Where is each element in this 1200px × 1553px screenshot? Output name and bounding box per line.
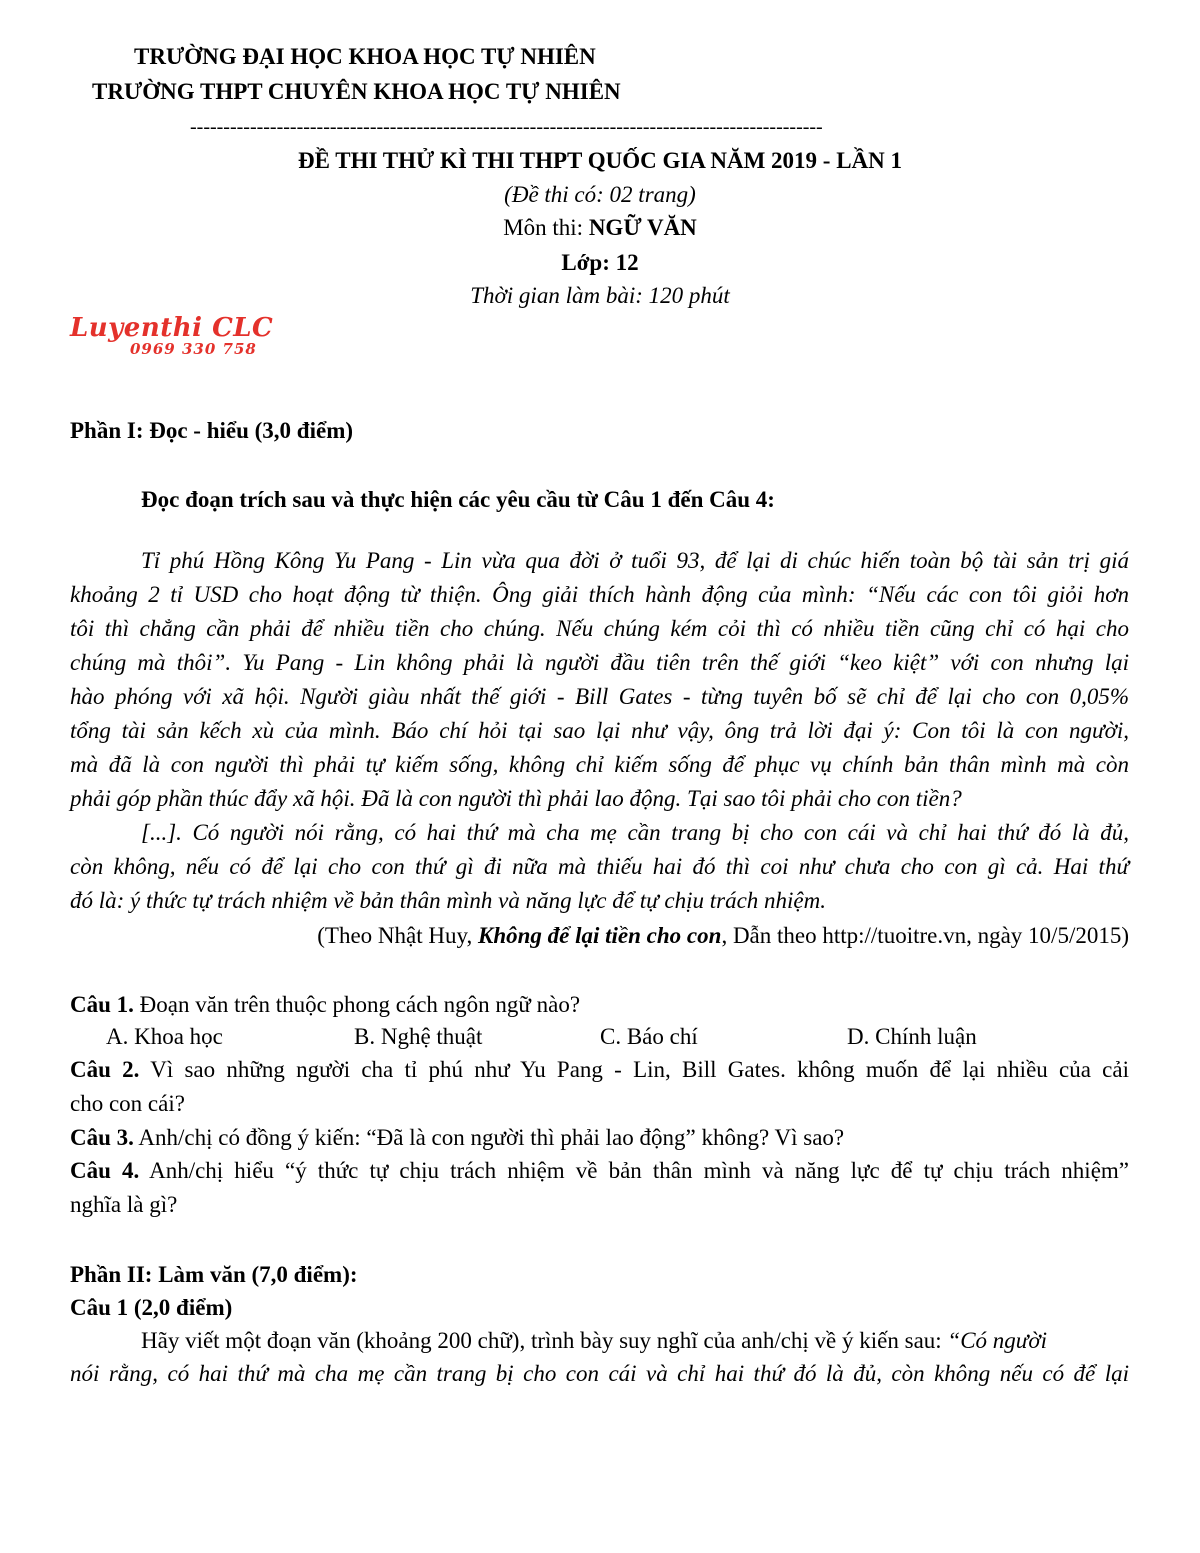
passage-line: chúng mà thôi”. Yu Pang - Lin không phải là người đầu tiên trên thế giới “keo kiệt” với con nhưng lại <box>70 650 1129 675</box>
option-c: C. Báo chí <box>600 1024 698 1049</box>
question-3-label: Câu 3. <box>70 1125 134 1150</box>
passage-line: Tỉ phú Hồng Kông Yu Pang - Lin vừa qua đời ở tuổi 93, để lại di chúc hiến toàn bộ tài sản trị giá <box>141 548 1129 573</box>
question-1-text: Đoạn văn trên thuộc phong cách ngôn ngữ nào? <box>133 992 581 1017</box>
option-a: A. Khoa học <box>106 1024 223 1049</box>
passage-line: khoảng 2 tỉ USD cho hoạt động từ thiện. Ông giải thích hành động của mình: “Nếu các con tôi giỏi hơn <box>70 582 1129 607</box>
passage-line: mà đã là con người thì phải tự kiếm sống, không chỉ kiếm sống để phục vụ chính bản thân mình mà còn <box>70 752 1129 777</box>
subject-prefix: Môn thi: <box>503 215 589 240</box>
duration-line: Thời gian làm bài: 120 phút <box>470 283 730 308</box>
question-1 <box>70 989 580 1020</box>
question-3 <box>70 1122 844 1153</box>
question-4-text: Anh/chị hiểu “ý thức tự chịu trách nhiệm về bản thân mình và năng lực để tự chịu trách nhiệm” <box>139 1158 1130 1183</box>
part2-q1-quote-start: “Có người <box>947 1328 1048 1353</box>
option-d: D. Chính luận <box>847 1024 977 1049</box>
subject-name: NGỮ VĂN <box>588 215 697 240</box>
part2-q1-line <box>141 1325 1047 1356</box>
part2-q1-heading: Câu 1 (2,0 điểm) <box>70 1295 233 1320</box>
school-name-2: TRƯỜNG THPT CHUYÊN KHOA HỌC TỰ NHIÊN <box>92 79 621 104</box>
part2-heading: Phần II: Làm văn (7,0 điểm): <box>70 1262 358 1287</box>
part1-heading: Phần I: Đọc - hiểu (3,0 điểm) <box>70 418 354 443</box>
source-prefix: (Theo Nhật Huy, <box>317 923 478 948</box>
passage-line: còn không, nếu có để lại cho con thứ gì đi nữa mà thiếu hai đó thì coi như chưa cho con gì cả. Hai thứ <box>70 854 1129 879</box>
pages-note: (Đề thi có: 02 trang) <box>504 182 696 207</box>
question-2 <box>70 1054 1129 1085</box>
option-b: B. Nghệ thuật <box>354 1024 483 1049</box>
part2-q1-quote: nói rằng, có hai thứ mà cha mẹ cần trang bị cho con cái và chỉ hai thứ đó là đủ, còn không nếu có để lại <box>70 1361 1129 1386</box>
watermark-logo: Luyenthi CLC <box>70 313 274 343</box>
passage-source <box>317 920 1129 951</box>
passage-line: tôi thì chẳng cần phải để nhiều tiền cho chúng. Nếu chúng kém cỏi thì có nhiều tiền cũng chỉ có hại cho <box>70 616 1129 641</box>
exam-title: ĐỀ THI THỬ KÌ THI THPT QUỐC GIA NĂM 2019 - LẦN 1 <box>297 148 903 173</box>
question-4 <box>70 1155 1129 1186</box>
passage-line: tổng tài sản kếch xù của mình. Báo chí hỏi tại sao lại như vậy, ông trả lời đại ý: Con tôi là con người, <box>70 718 1129 743</box>
passage-line: đó là: ý thức tự trách nhiệm về bản thân mình và năng lực để tự chịu trách nhiệm. <box>70 888 827 913</box>
part2-q1-text: Hãy viết một đoạn văn (khoảng 200 chữ), trình bày suy nghĩ của anh/chị về ý kiến sau: <box>141 1328 948 1353</box>
grade-line: Lớp: 12 <box>561 250 639 275</box>
question-3-text: Anh/chị có đồng ý kiến: “Đã là con người thì phải lao động” không? Vì sao? <box>133 1125 845 1150</box>
part1-instruction: Đọc đoạn trích sau và thực hiện các yêu cầu từ Câu 1 đến Câu 4: <box>141 487 775 512</box>
passage-line: phải góp phần thúc đẩy xã hội. Đã là con người thì phải lao động. Tại sao tôi phải cho con tiền? <box>70 786 962 811</box>
source-title: Không để lại tiền cho con <box>477 923 722 948</box>
question-4-label: Câu 4. <box>70 1158 140 1183</box>
question-1-label: Câu 1. <box>70 992 134 1017</box>
question-2-text: Vì sao những người cha tỉ phú như Yu Pang - Lin, Bill Gates. không muốn để lại nhiều của cải <box>139 1057 1129 1082</box>
passage-line: [...]. Có người nói rằng, có hai thứ mà cha mẹ cần trang bị cho con cái và chỉ hai thứ đó là đủ, <box>141 820 1129 845</box>
watermark-phone: 0969 330 758 <box>130 340 257 358</box>
question-2-cont: cho con cái? <box>70 1091 185 1116</box>
header-divider: ----------------------------------------------------------------------------------------------- <box>190 116 823 138</box>
passage-line: hào phóng với xã hội. Người giàu nhất thế giới - Bill Gates - từng tuyên bố sẽ chỉ để lại cho con 0,05% <box>70 684 1129 709</box>
source-suffix: , Dẫn theo http://tuoitre.vn, ngày 10/5/2015) <box>721 923 1129 948</box>
question-2-label: Câu 2. <box>70 1057 140 1082</box>
school-name-1: TRƯỜNG ĐẠI HỌC KHOA HỌC TỰ NHIÊN <box>134 44 596 69</box>
question-4-cont: nghĩa là gì? <box>70 1192 178 1217</box>
subject-line <box>0 215 1200 241</box>
